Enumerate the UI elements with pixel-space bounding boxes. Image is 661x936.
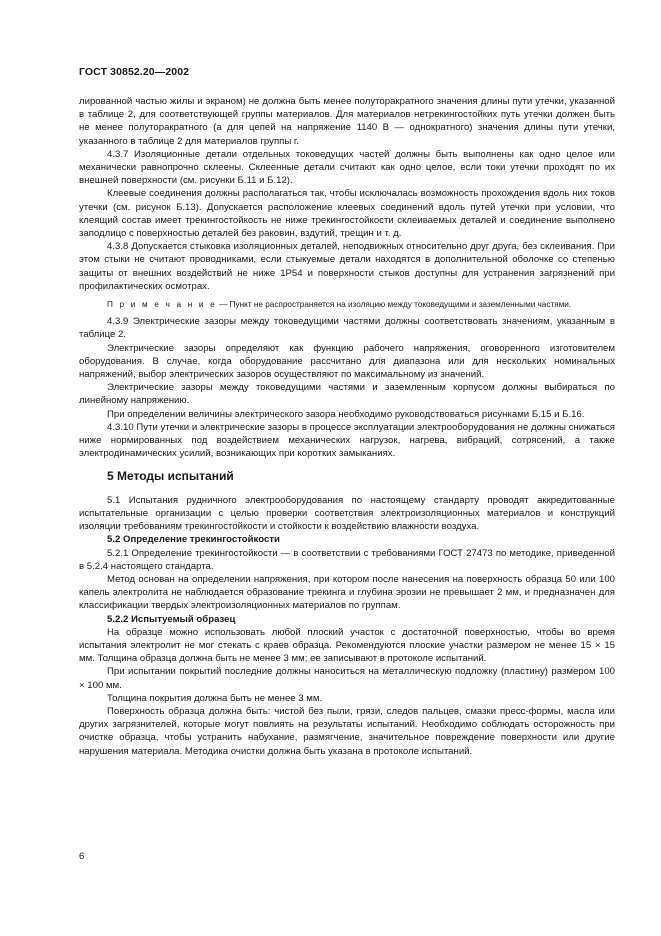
paragraph: Клеевые соединения должны располагаться так, чтобы исключалась возможность прохождения вдоль них токов утечки (см. рисунок Б.13). Допускается расположение клеевых соединений вдоль путей утечки при условии, что клеящий состав имеет трекингостойкость не ниже трекингостойкости склеиваемых деталей и соединение выполнено заподлицо с поверхностью деталей без раковин, вздутий, трещин и т. д. — [79, 188, 615, 240]
paragraph-4-3-9: 4.3.9 Электрические зазоры между токоведущими частями должны соответствовать значениям, указанным в таблице 2. — [79, 316, 615, 341]
subsection-heading-5-2-2: 5.2.2 Испытуемый образец — [107, 613, 236, 625]
paragraph-5-2-1: 5.2.1 Определение трекингостойкости — в соответствии с требованиями ГОСТ 27473 по методике, приведенной в 5.2.4 настоящего стандарта. — [79, 547, 615, 572]
paragraph: При испытании покрытий последние должны наноситься на металлическую подложку (пластину) размером 100 × 100 мм. — [79, 666, 615, 691]
page-number: 6 — [79, 851, 85, 862]
paragraph: Толщина покрытия должна быть не менее 3 мм. — [107, 692, 323, 704]
subsection-heading-5-2: 5.2 Определение трекингостойкости — [107, 534, 280, 546]
paragraph-4-3-7: 4.3.7 Изоляционные детали отдельных токоведущих частей должны быть выполнены как одно целое или механически равнопрочно склеены. Склеенные детали считают как одно целое, если токи утечки проходят по их внешней поверхности (см. рисунки Б.11 и Б.12). — [79, 148, 615, 187]
paragraph: Поверхность образца должна быть: чистой без пыли, грязи, следов пальцев, смазки пресс-формы, масла или других загрязнителей, которые могут повлиять на результаты испытаний. Необходимо соблюдать осторожность при очистке образца, чтобы устранить набухание, размягчение, значительное повреждение поверхности или другие нарушения материала. Методика очистки должна быть указана в протоколе испытаний. — [79, 705, 615, 757]
paragraph-5-1: 5.1 Испытания рудничного электрооборудования по настоящему стандарту проводят аккредитованные испытательные организации с целью проверки соответствия электроизоляционных материалов и конструкций изоляции требованиям трекингостойкости и стойкости к воздействию влажности воздуха. — [79, 494, 615, 533]
note — [79, 298, 615, 311]
document-body — [79, 95, 615, 758]
paragraph: Метод основан на определении напряжения, при котором после нанесения на поверхность образца 50 или 100 капель электролита не наблюдается образование трекинга и глубина эрозии не превышает 2 мм, и предназначен для классификации твердых электроизоляционных материалов по группам. — [79, 573, 615, 612]
paragraph: На образце можно использовать любой плоский участок с достаточной поверхностью, чтобы во время испытания электролит не мог стекать с краев образца. Рекомендуются плоские участки размером не менее 15 × 15 мм. Толщина образца должна быть не менее 3 мм; ее записывают в протоколе испытаний. — [79, 626, 615, 665]
paragraph-4-3-10: 4.3.10 Пути утечки и электрические зазоры в процессе эксплуатации электрооборудования не должны снижаться ниже нормированных под воздействием механических нагрузок, нагрева, вибраций, сотрясений, а также электродинамических усилий, возникающих при коротких замыканиях. — [79, 421, 615, 460]
paragraph: Электрические зазоры определяют как функцию рабочего напряжения, оговоренного изготовителем оборудования. В случае, когда оборудование рассчитано для диапазона или для нескольких номинальных напряжений, выбор электрических зазоров осуществляют по максимальному из значений. — [79, 342, 615, 381]
note-text: — Пункт не распространяется на изоляцию между токоведущими и заземленными частями. — [216, 300, 572, 310]
paragraph: При определении величины электрического зазора необходимо руководствоваться рисунками Б.15 и Б.16. — [107, 408, 585, 420]
document-header: ГОСТ 30852.20—2002 — [79, 66, 190, 78]
section-heading-5: 5 Методы испытаний — [107, 469, 234, 484]
paragraph-4-3-8: 4.3.8 Допускается стыковка изоляционных деталей, неподвижных относительно друг друга, без склеивания. При этом стыки не считают проводниками, если стыкуемые детали находятся в дополнительной оболочке со степенью защиты от внешних воздействий не ниже 1Р54 и поверхности стыков доступны для устранения загрязнений при профилактических осмотрах. — [79, 241, 615, 292]
paragraph: Электрические зазоры между токоведущими частями и заземленным корпусом должны выбираться по линейному напряжению. — [79, 382, 615, 407]
paragraph: лированной частью жилы и экраном) не должна быть менее полуторакратного значения длины пути утечки, указанной в таблице 2, для соответствующей группы материалов. Для материалов нетрекингостойких путь утечки должен быть не менее полуторакратного (а для цепей на напряжение 1140 В — однократного) значения длины пути утечки, указанного в таблице 2 для материалов группы г. — [79, 96, 615, 147]
note-label: П р и м е ч а н и е — [107, 300, 217, 310]
